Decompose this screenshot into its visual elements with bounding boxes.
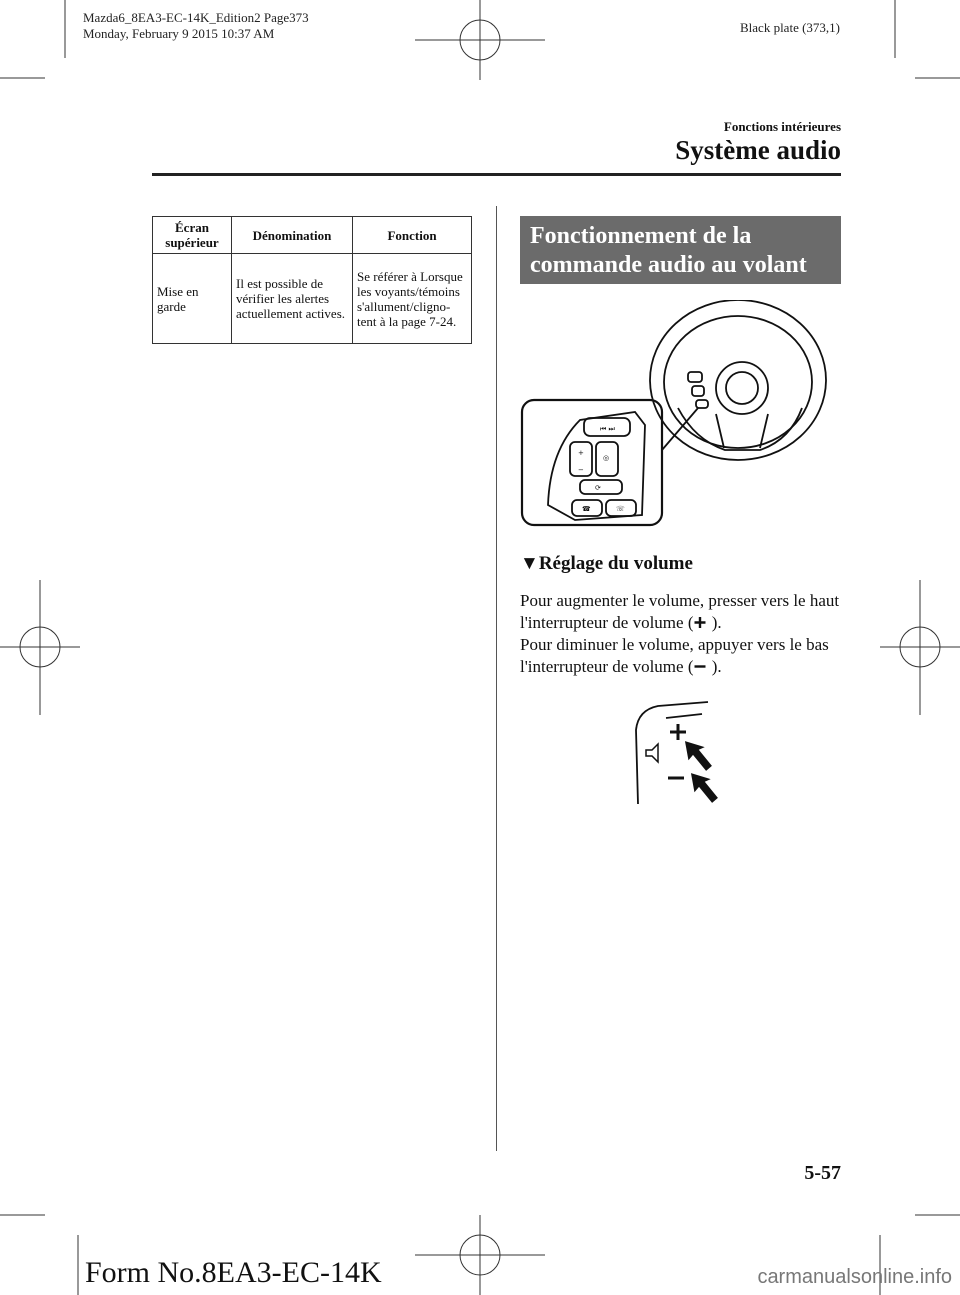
page-title: Système audio bbox=[675, 135, 841, 165]
page-number: 5-57 bbox=[804, 1162, 841, 1184]
svg-text:+: + bbox=[578, 449, 584, 457]
volume-down-text-end: ). bbox=[711, 657, 722, 676]
volume-up-text: Pour augmenter le volume, presser vers le haut l'interrupteur de volume ( bbox=[520, 591, 840, 632]
svg-text:◎: ◎ bbox=[603, 454, 610, 462]
header-name: Dénomination bbox=[232, 217, 353, 254]
volume-down-paragraph bbox=[520, 634, 845, 678]
section-heading: Fonctionnement de la commande audio au volant bbox=[520, 216, 841, 284]
minus-icon bbox=[693, 660, 707, 673]
svg-text:⟳: ⟳ bbox=[595, 484, 601, 492]
subheading bbox=[520, 553, 693, 575]
header-rule bbox=[152, 173, 841, 176]
cell-name: Il est possible de vérifier les alertes actuellement actives. bbox=[232, 254, 353, 344]
form-number: Form No.8EA3-EC-14K bbox=[85, 1256, 382, 1289]
chapter-title: Fonctions intérieures bbox=[723, 119, 841, 134]
subheading-text: Réglage du volume bbox=[538, 553, 693, 574]
cell-function: Se référer à Lorsque les voyants/témoins s'allument/cligno-tent à la page 7-24. bbox=[353, 254, 472, 344]
triangle-marker-icon: ▼ bbox=[520, 553, 539, 574]
svg-text:☎: ☎ bbox=[582, 505, 591, 513]
cell-screen: Mise en garde bbox=[153, 254, 232, 344]
table-row bbox=[153, 254, 472, 344]
spec-table bbox=[152, 216, 472, 344]
steering-wheel-illustration bbox=[520, 300, 842, 528]
column-divider bbox=[496, 206, 497, 1151]
volume-up-text-end: ). bbox=[711, 613, 722, 632]
table-header-row bbox=[153, 217, 472, 254]
svg-text:☏: ☏ bbox=[616, 505, 625, 513]
volume-switch-illustration bbox=[628, 700, 728, 808]
volume-down-text: Pour diminuer le volume, appuyer vers le bas l'interrupteur de volume ( bbox=[520, 635, 829, 676]
svg-text:−: − bbox=[578, 466, 584, 474]
header-screen: Écran supérieur bbox=[153, 217, 232, 254]
file-name: Mazda6_8EA3-EC-14K_Edition2 Page373 bbox=[83, 10, 309, 25]
svg-text:⏮ ⏭: ⏮ ⏭ bbox=[600, 425, 615, 433]
header-function: Fonction bbox=[353, 217, 472, 254]
file-date: Monday, February 9 2015 10:37 AM bbox=[83, 26, 275, 41]
plate-label: Black plate (373,1) bbox=[740, 20, 840, 35]
watermark: carmanualsonline.info bbox=[757, 1266, 952, 1288]
file-info bbox=[83, 10, 309, 42]
plus-icon bbox=[693, 616, 707, 629]
volume-up-paragraph bbox=[520, 590, 845, 634]
volume-instructions bbox=[520, 590, 845, 678]
